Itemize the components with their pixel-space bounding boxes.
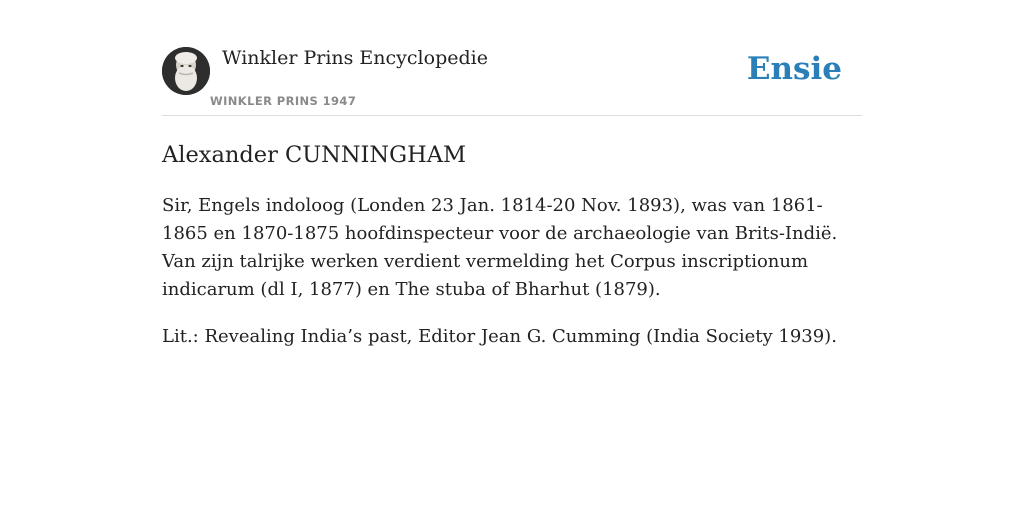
article-title: Alexander CUNNINGHAM bbox=[162, 142, 466, 168]
source-avatar-icon[interactable] bbox=[162, 47, 210, 95]
header bbox=[162, 0, 862, 116]
article-literature: Lit.: Revealing India’s past, Editor Jean G. Cumming (India Society 1939). bbox=[162, 326, 837, 347]
page-container bbox=[162, 0, 862, 347]
source-subtitle: WINKLER PRINS 1947 bbox=[210, 94, 357, 108]
source-title-link[interactable]: Winkler Prins Encyclopedie bbox=[222, 47, 488, 69]
ensie-logo-link[interactable]: Ensie bbox=[746, 51, 842, 87]
article-paragraph: Sir, Engels indoloog (Londen 23 Jan. 1814-20 Nov. 1893), was van 1861-1865 en 1870-1875 hoofdinspecteur voor de archaeologie van Brits-Indië. Van zijn talrijke werken verdient vermelding het Corpus inscriptionum indicarum (dl I, 1877) en The stuba of Bharhut (1879). bbox=[162, 195, 838, 300]
